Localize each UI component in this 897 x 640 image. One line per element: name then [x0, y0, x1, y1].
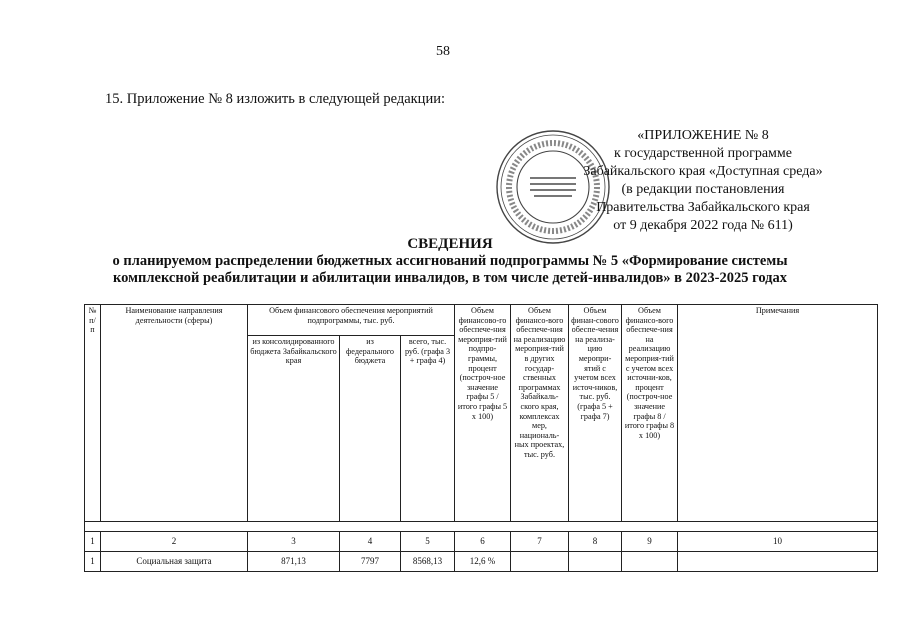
cell-other-programs: [511, 552, 569, 572]
cell-regional-budget: 871,13: [248, 552, 340, 572]
column-number: 1: [85, 532, 101, 552]
cell-federal-budget: 7797: [340, 552, 401, 572]
column-number: 8: [569, 532, 622, 552]
header-all-sources: Объем финан-сового обеспе-чения на реализа-цию меропри-ятий с учетом всех источ-ников, тыс. руб. (графа 5 + графа 7): [569, 305, 622, 522]
column-number: 7: [511, 532, 569, 552]
cell-all-sources: [569, 552, 622, 572]
cell-number: 1: [85, 552, 101, 572]
column-number: 4: [340, 532, 401, 552]
document-subtitle-line-2: комплексной реабилитации и абилитации инвалидов, в том числе детей-инвалидов» в 2023-2025 годах: [113, 270, 787, 286]
appendix-line: Правительства Забайкальского края: [596, 200, 810, 215]
column-number: 9: [622, 532, 678, 552]
header-funding-group: Объем финансового обеспечения мероприятий подпрограммы, тыс. руб.: [248, 305, 455, 336]
header-total: всего, тыс. руб. (графа 3 + графа 4): [401, 336, 455, 522]
document-title: СВЕДЕНИЯ: [407, 236, 493, 252]
budget-table: [84, 304, 878, 572]
cell-total: 8568,13: [401, 552, 455, 572]
appendix-header: [578, 127, 828, 235]
appendix-line: от 9 декабря 2022 года № 611): [613, 218, 793, 233]
header-all-sources-share: Объем финансо-вого обеспече-ния на реализацию мероприя-тий с учетом всех источни-ков, процент (построч-ное значение графы 8 / итого графы 8 х 100): [622, 305, 678, 522]
column-numbers-row: [85, 532, 878, 552]
column-number: 2: [101, 532, 248, 552]
column-number: 10: [678, 532, 878, 552]
cell-all-sources-share: [622, 552, 678, 572]
intro-text: 15. Приложение № 8 изложить в следующей редакции:: [105, 91, 445, 107]
header-regional-budget: из консолидированного бюджета Забайкальского края: [248, 336, 340, 522]
column-number: 3: [248, 532, 340, 552]
header-notes: Примечания: [678, 305, 878, 522]
page-number: 58: [436, 44, 450, 59]
cell-notes: [678, 552, 878, 572]
cell-direction: Социальная защита: [101, 552, 248, 572]
header-share: Объем финансово-го обеспече-ния мероприя-тий подпро-граммы, процент (построч-ное значение графы 5 / итого графы 5 х 100): [455, 305, 511, 522]
appendix-line: «ПРИЛОЖЕНИЕ № 8: [637, 128, 769, 143]
header-number: № п/ п: [85, 305, 101, 522]
column-number: 5: [401, 532, 455, 552]
table-header-row: [85, 305, 878, 336]
appendix-line: Забайкальского края «Доступная среда»: [583, 164, 823, 179]
header-direction: Наименование направления деятельности (сферы): [101, 305, 248, 522]
table-gap-row: [85, 522, 878, 532]
appendix-line: к государственной программе: [614, 146, 792, 161]
header-other-programs: Объем финансо-вого обеспече-ния на реализацию мероприя-тий в других государ-ственных программах Забайкаль-ского края, комплексах мер, националь-ных проектах, тыс. руб.: [511, 305, 569, 522]
header-federal-budget: из федерального бюджета: [340, 336, 401, 522]
appendix-line: (в редакции постановления: [621, 182, 785, 197]
column-number: 6: [455, 532, 511, 552]
document-subtitle-line-1: о планируемом распределении бюджетных ассигнований подпрограммы № 5 «Формирование системы: [112, 253, 788, 269]
cell-share: 12,6 %: [455, 552, 511, 572]
table-row: [85, 552, 878, 572]
